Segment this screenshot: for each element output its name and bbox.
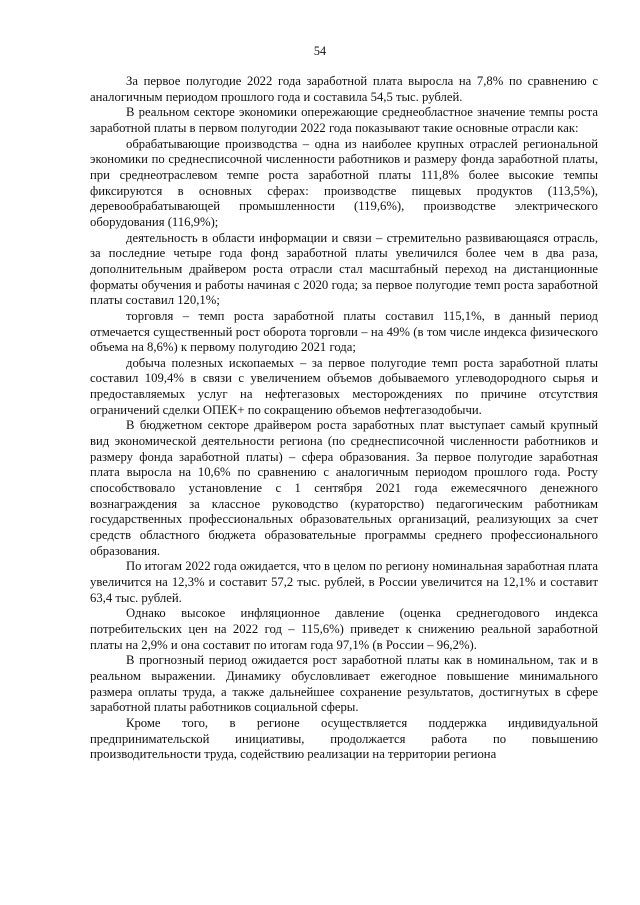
page-number: 54 xyxy=(313,44,327,58)
paragraph-manufacturing: обрабатывающие производства – одна из наиболее крупных отраслей региональной экономики по среднесписочной численности работников и размеру фонда заработной платы, при среднеотраслевом темпе роста заработной платы 111,8% более высокие темпы фиксируются в основных сферах: производстве пищевых продуктов (113,5%), деревообрабатывающей промышленности (119,6%), производстве электрического оборудования (116,9%); xyxy=(90,136,598,229)
paragraph-year-forecast: По итогам 2022 года ожидается, что в целом по региону номинальная заработная плата увеличится на 12,3% и составит 57,2 тыс. рублей, в России увеличится на 12,1% и составит 63,4 тыс. рублей. xyxy=(90,559,598,605)
paragraph-information-communication: деятельность в области информации и связи – стремительно развивающаяся отрасль, за последние четыре года фонд заработной платы увеличился более чем в два раза, дополнительным драйвером роста отрасли стал масштабный переход на дистанционные форматы обучения и работы начиная с 2020 года; за первое полугодие темп роста заработной платы составил 120,1%; xyxy=(90,230,598,308)
document-body xyxy=(90,74,598,763)
paragraph-budget-sector: В бюджетном секторе драйвером роста заработных плат выступает самый крупный вид экономической деятельности региона (по среднесписочной численности работников и размеру фонда заработной платы) – сфера образования. За первое полугодие заработная плата выросла на 10,6% по сравнению с аналогичным периодом прошлого года. Росту способствовало установление с 1 сентября 2021 года ежемесячного денежного вознаграждения за классное руководство (кураторство) педагогическим работникам государственных профессиональных образовательных организаций, реализующих за счет средств областного бюджета образовательные программы среднего профессионального образования. xyxy=(90,418,598,558)
paragraph-forecast-period: В прогнозный период ожидается рост заработной платы как в номинальном, так и в реальном выражении. Динамику обусловливает ежегодное повышение минимального размера оплаты труда, а также дальнейшее сохранение результатов, достигнутых в сфере заработной платы работников социальной сферы. xyxy=(90,653,598,715)
paragraph-inflation: Однако высокое инфляционное давление (оценка среднегодового индекса потребительских цен на 2022 год – 115,6%) приведет к снижению реальной заработной платы на 2,9% и она составит по итогам года 97,1% (в России – 96,2%). xyxy=(90,606,598,652)
paragraph-entrepreneurship: Кроме того, в регионе осуществляется поддержка индивидуальной предпринимательской инициативы, продолжается работа по повышению производительности труда, содействию реализации на территории региона xyxy=(90,715,598,762)
paragraph-wage-growth-h1: За первое полугодие 2022 года заработной плата выросла на 7,8% по сравнению с аналогичным периодом прошлого года и составила 54,5 тыс. рублей. xyxy=(90,74,598,104)
paragraph-trade: торговля – темп роста заработной платы составил 115,1%, в данный период отмечается существенный рост оборота торговли – на 49% (в том числе индекса физического объема на 8,6%) к первому полугодию 2021 года; xyxy=(90,308,598,355)
paragraph-mining: добыча полезных ископаемых – за первое полугодие темп роста заработной платы составил 109,4% в связи с увеличением объемов добываемого углеводородного сырья и предоставляемых услуг на нефтегазовых месторождениях по причине отсутствия ограничений сделки ОПЕК+ по сокращению объемов нефтегазодобычи. xyxy=(90,355,598,417)
paragraph-real-sector-intro: В реальном секторе экономики опережающие среднеобластное значение темпы роста заработной платы в первом полугодии 2022 года показывают такие основные отрасли как: xyxy=(90,105,598,135)
